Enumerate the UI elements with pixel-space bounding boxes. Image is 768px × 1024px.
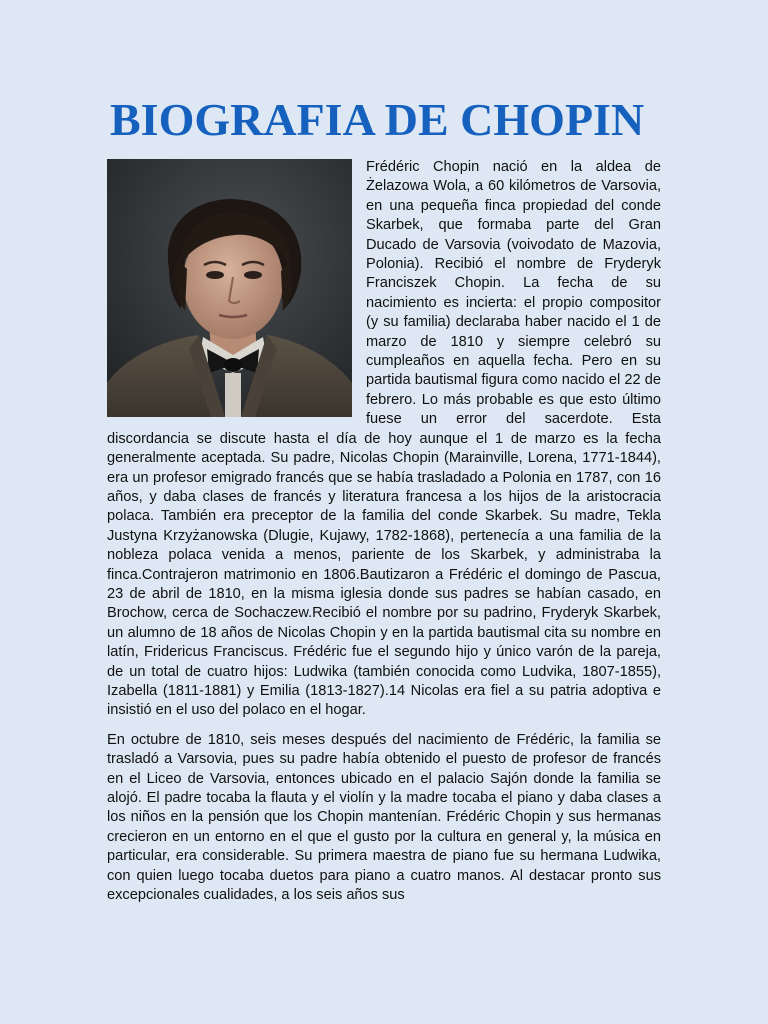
paragraph-childhood: En octubre de 1810, seis meses después del nacimiento de Frédéric, la familia se trasladó a Varsovia, pues su padre había obtenido el puesto de profesor de francés en el Liceo de Varsovia, entonces ubicado en el palacio Sajón donde la familia se alojó. El padre tocaba la flauta y el violín y la madre tocaba el piano y daba clases a los niños en la pensión que los Chopin mantenían. Frédéric Chopin y sus hermanas crecieron en un entorno en el que el gusto por la cultura en general y, la música en particular, era considerable. Su primera maestra de piano fue su hermana Ludwika, con quien luego tocaba duetos para piano a cuatro manos. Al destacar pronto sus excepcionales cualidades, a los seis años sus [107, 731, 661, 904]
paragraph-birth: Frédéric Chopin nació en la aldea de Żelazowa Wola, a 60 kilómetros de Varsovia, en una pequeña finca propiedad del conde Skarbek, que formaba parte del Gran Ducado de Varsovia (voivodato de Mazovia, Polonia). Recibió el nombre de Fryderyk Franciszek Chopin. La fecha de su nacimiento es incierta: el propio compositor (y su familia) declaraba haber nacido el 1 de marzo de 1810 y siempre celebró su cumpleaños en aquella fecha. Pero en su partida bautismal figura como nacido el 22 de febrero. Lo más probable es que esto último fuese un error del sacerdote. Esta discordancia se discute hasta el día de hoy aunque el 1 de marzo es la fecha generalmente aceptada. Su padre, Nicolas Chopin (Marainville, Lorena, 1771-1844), era un profesor emigrado francés que se había trasladado a Polonia en 1787, con 16 años, y daba clases de francés y literatura francesa a los hijos de la aristocracia polaca. También era preceptor de la familia del conde Skarbek. Su madre, Tekla Justyna Krzyżanowska (Dlugie, Kujawy, 1782-1868), pertenecía a una familia de la nobleza polaca venida a menos, pariente de los Skarbek, y administraba la finca.Contrajeron matrimonio en 1806.Bautizaron a Frédéric el domingo de Pascua, 23 de abril de 1810, en la misma iglesia donde sus padres se habían casado, en Brochow, cerca de Sochaczew.Recibió el nombre por su padrino, Fryderyk Skarbek, un alumno de 18 años de Nicolas Chopin y en la partida bautismal cita su nombre en latín, Fridericus Franciscus. Frédéric fue el segundo hijo y único varón de la pareja, de un total de cuatro hijos: Ludwika (también conocida como Ludvika, 1807-1855), Izabella (1811-1881) y Emilia (1813-1827).14 Nicolas era fiel a su patria adoptiva e insistió en el uso del polaco en el hogar. [107, 159, 661, 719]
biography-body [107, 158, 661, 915]
portrait-illustration [107, 159, 352, 417]
chopin-portrait [107, 159, 352, 417]
page-title: BIOGRAFIA DE CHOPIN [110, 94, 645, 145]
